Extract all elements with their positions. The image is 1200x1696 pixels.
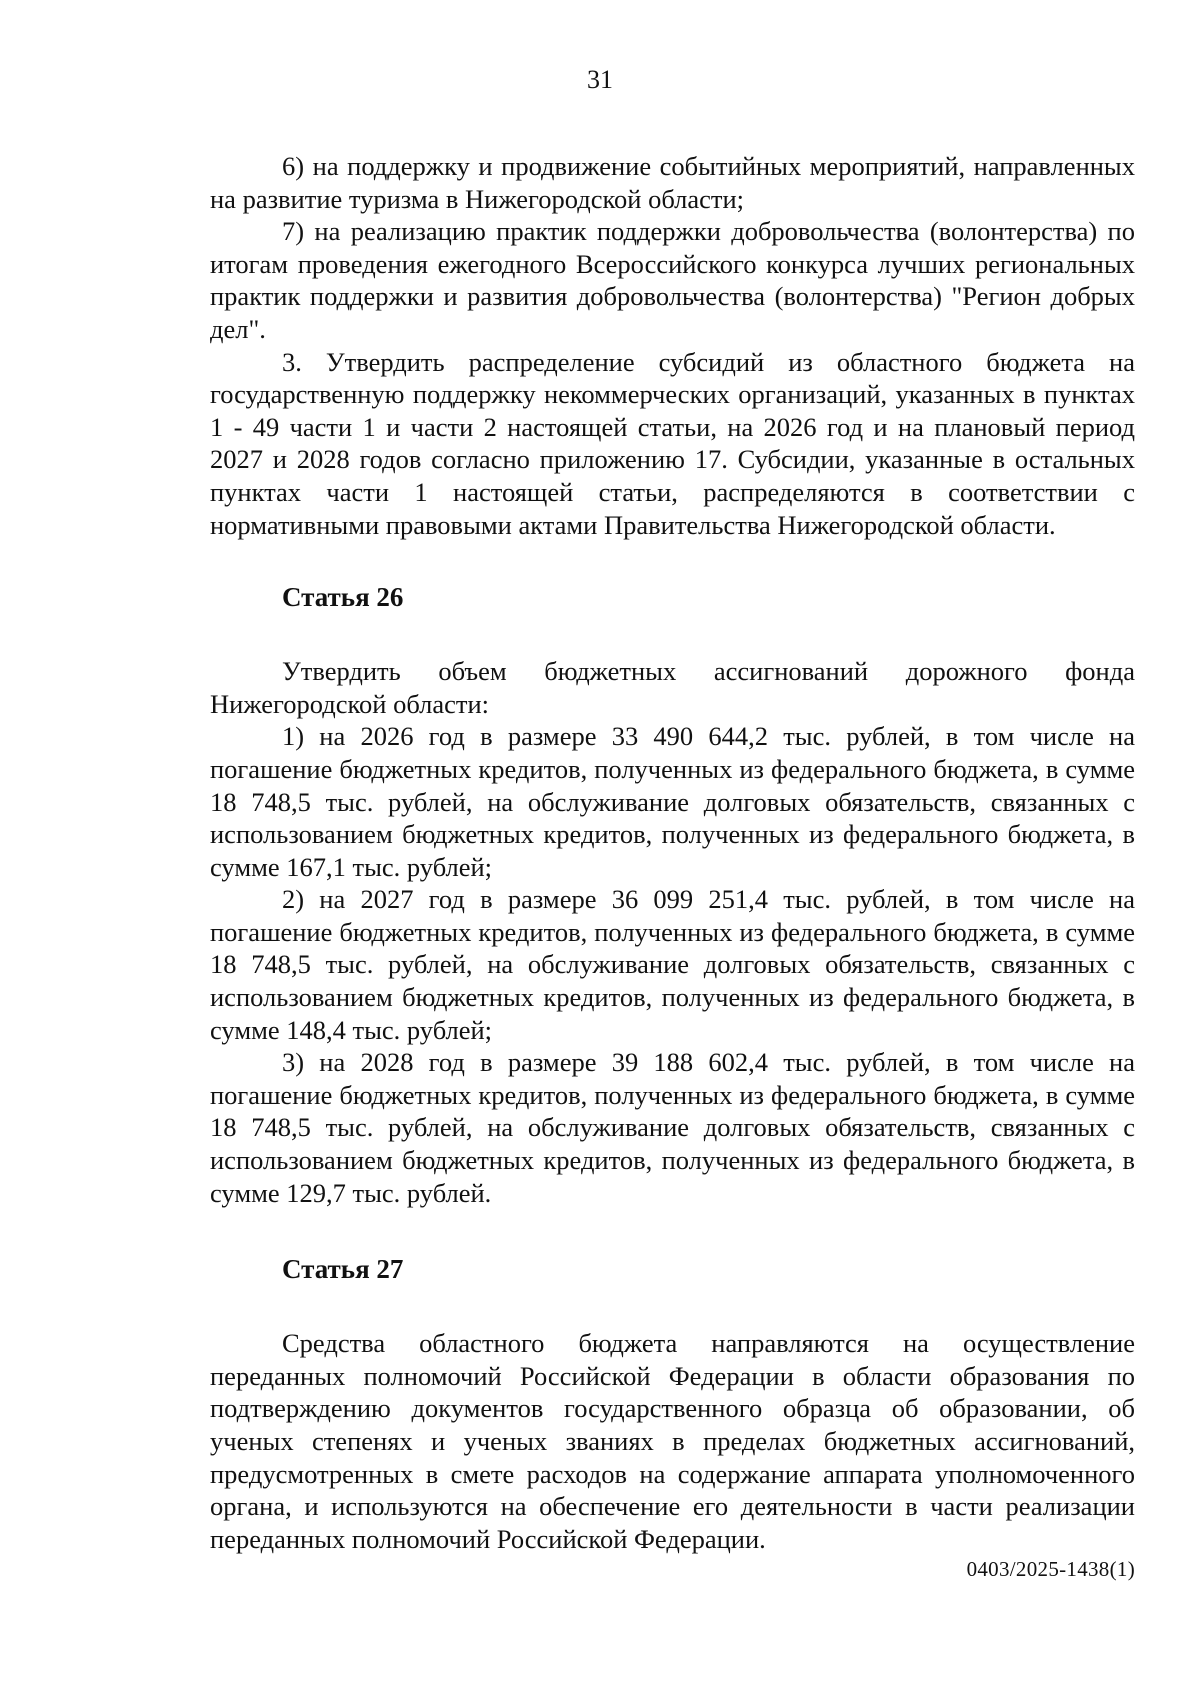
page-number: 31 xyxy=(587,65,613,94)
article-26-intro: Утвердить объем бюджетных ассигнований дорожного фонда Нижегородской области: xyxy=(210,656,1135,719)
article-26-item-2: 2) на 2027 год в размере 36 099 251,4 тыс. рублей, в том числе на погашение бюджетных кредитов, полученных из федерального бюджета, в сумме 18 748,5 тыс. рублей, на обслуживание долговых обязательств, связанных с использованием бюджетных кредитов, полученных из федерального бюджета, в сумме 148,4 тыс. рублей; xyxy=(210,884,1135,1045)
paragraph-item-6: 6) на поддержку и продвижение событийных мероприятий, направленных на развитие туризма в Нижегородской области; xyxy=(210,151,1135,214)
article-26-item-1: 1) на 2026 год в размере 33 490 644,2 тыс. рублей, в том числе на погашение бюджетных кредитов, полученных из федерального бюджета, в сумме 18 748,5 тыс. рублей, на обслуживание долговых обязательств, связанных с использованием бюджетных кредитов, полученных из федерального бюджета, в сумме 167,1 тыс. рублей; xyxy=(210,721,1135,882)
paragraph-point-3: 3. Утвердить распределение субсидий из областного бюджета на государственную поддержку некоммерческих организаций, указанных в пунктах 1 - 49 части 1 и части 2 настоящей статьи, на 2026 год и на плановый период 2027 и 2028 годов согласно приложению 17. Субсидии, указанные в остальных пунктах части 1 настоящей статьи, распределяются в соответствии с нормативными правовыми актами Правительства Нижегородской области. xyxy=(210,346,1135,540)
article-27-heading: Статья 27 xyxy=(282,1254,404,1285)
document-body xyxy=(210,150,1135,1555)
article-26-item-3: 3) на 2028 год в размере 39 188 602,4 тыс. рублей, в том числе на погашение бюджетных кредитов, полученных из федерального бюджета, в сумме 18 748,5 тыс. рублей, на обслуживание долговых обязательств, связанных с использованием бюджетных кредитов, полученных из федерального бюджета, в сумме 129,7 тыс. рублей. xyxy=(210,1047,1135,1208)
document-id: 0403/2025-1438(1) xyxy=(966,1557,1135,1581)
article-27-text: Средства областного бюджета направляются на осуществление переданных полномочий Российской Федерации в области образования по подтверждению документов государственного образца об образовании, об ученых степенях и ученых званиях в пределах бюджетных ассигнований, предусмотренных в смете расходов на содержание аппарата уполномоченного органа, и используются на обеспечение его деятельности в части реализации переданных полномочий Российской Федерации. xyxy=(210,1328,1135,1554)
paragraph-item-7: 7) на реализацию практик поддержки добровольчества (волонтерства) по итогам проведения ежегодного Всероссийского конкурса лучших региональных практик поддержки и развития добровольчества (волонтерства) "Регион добрых дел". xyxy=(210,216,1135,344)
article-26-heading: Статья 26 xyxy=(282,582,404,613)
